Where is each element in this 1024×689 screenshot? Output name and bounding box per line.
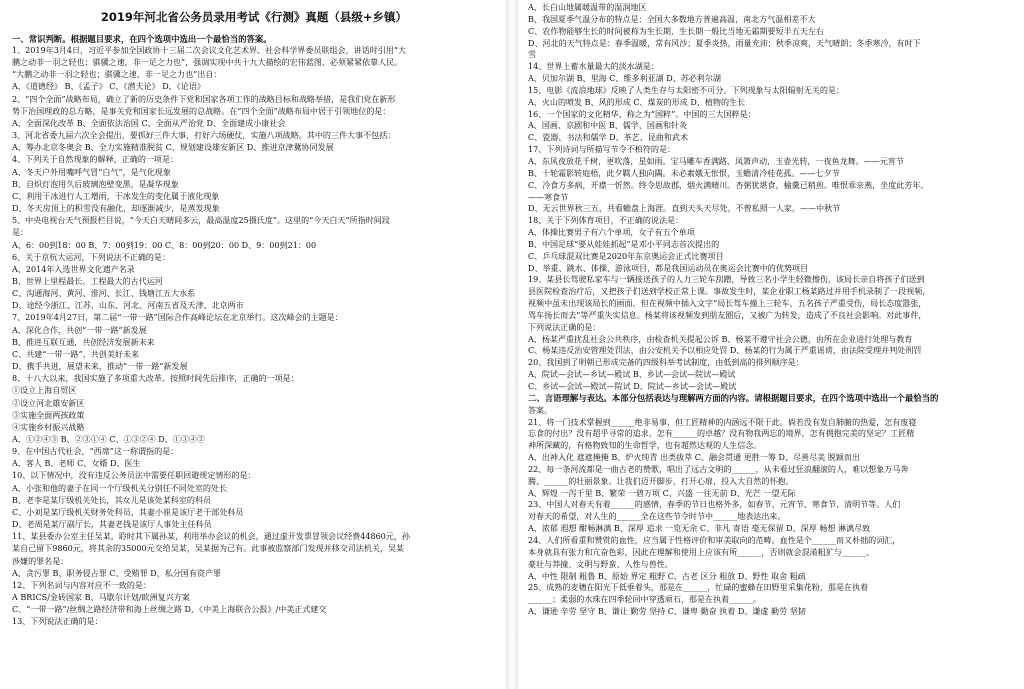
right-text-line: 答案。 [528,405,553,415]
left-text-line: B、推进互联互通，共创经济发展新未来 [12,337,155,347]
right-text-line: D、举重、跳水、体操、游泳项目，都是我国运动员在奥运会比赛中的优势项目 [528,263,809,273]
right-text-line: C、乡试—会试—殿试—院试 D、院试—乡试—会试—殿试 [528,382,737,391]
right-text-line: A、国画、京剧和中医 B、儒学、国画和针灸 [528,121,688,131]
left-text-line: “大鹏之动非一羽之轻也；骐骥之速，非一足之力也”出自： [12,70,222,80]
left-text-line: 势下治国理政的总方略，是事关党和国家长远发展的总战略。在“四个全面”战略布局中居于引领地位的是： [12,106,391,116]
section-heading-common-sense: 一、常识判断。根据题目要求，在四个选项中选出一个最恰当的答案。 [12,34,272,44]
right-text-line: 20、我国到了明朝已形成完备的四级科举考试制度，由低到高的排列顺序是： [528,358,804,368]
left-text-line: D、携手共进，展望未来，推动“一带一路”新发展 [12,362,188,372]
left-text-line: A、2014年入选世界文化遗产名录 [12,264,135,274]
right-text-line: 豪壮与莽撞、文明与野蛮、人性与兽性。 [528,559,673,569]
right-text-line: A、东风夜放花千树，更吹落，星如雨。宝马雕车香满路，凤箫声动，玉壶光转，一夜鱼龙舞。——元宵节 [528,156,904,166]
left-text-line: 13、下列说法正确的是： [12,617,103,627]
left-text-line: B、老李是某厅级机关处长，其女儿是该处某科室的科员 [12,495,212,505]
left-text-line: 某自己留下9860元，将其余的35000元交给吴某，吴某据为己有。此事被监察部门发现并移交司法机关，吴某 [12,544,405,554]
left-text-line: A、全面深化改革 B、全面依法治国 C、全面从严治党 D、全面建成小康社会 [12,118,286,128]
right-text-line: A、院试—会试—乡试—殿试 B、乡试—会试—院试—殿试 [528,370,736,380]
right-text-line: 15、电影《流浪地球》反映了人类生存与太阳密不可分。下列现象与太阳辐射无关的是： [528,85,845,95]
left-text-line: 涉嫌的罪名是： [12,556,69,566]
right-text-line: 19、某县长驾驶私家车与一辆接送孩子的人力三轮车刮蹭，导致三名小学生轻微擦伤，该局长亲自将孩子们送到 [528,275,925,285]
left-text-line: 是： [12,228,29,238]
left-text-line: ③实施全面两孩政策 [12,410,85,420]
left-page [0,0,506,689]
right-text-line: 17、下列诗词与所描写节令不相符的是： [528,145,676,155]
right-text-line: A、中性 限制 粗鲁 B、原始 界定 粗野 C、古老 区分 粗放 D、野性 取舍 粗疏 [528,571,806,581]
right-text-line: C、杨某违反治安管理处罚法，由公安机关予以相应处罚 D、杨某的行为属于严重谣谤，由法院受理并判处刑罚 [528,346,922,356]
page-gutter [506,0,518,689]
right-text-line: A、辉煌 一泻千里 B、繁荣 一碧万顷 C、兴盛 一往无前 D、光芒 一望无际 [528,488,796,498]
left-page-body [12,45,496,629]
left-text-line: ②设立河北雄安新区 [12,398,85,408]
right-text-line: C、冷食方多病，开襟一忻然。终令思故郡，烟火满晴川。杏粥犹堪食，榆羹已稍煎。唯恨乖亲燕，坐度此芳年。 [528,180,929,190]
left-text-line: 4、下列关于自然现象的解释，正确的一项是： [12,155,179,165]
right-text-line: A、体操比赛男子有六个单项，女子有五个单项 [528,228,695,238]
left-text-line: D、途经今浙江、江苏、山东、河北、河南五省及天津、北京两市 [12,301,244,311]
left-text-line: A、冬天户外用嘴呼气冒“白气”，是气化现象 [12,167,171,177]
right-text-line: D、河北的天气特点是：春季温暖，常有风沙；夏季炎热，雨量充沛；秋季凉爽，天气晴朗；冬季寒冷，有时下 [528,38,921,48]
right-text-line: B、十轮霜影转庭梧，此夕羁人独向隅。未必素娥无怅恨，玉蟾清冷桂花孤。——七夕节 [528,168,840,178]
right-page-body [528,2,1016,618]
left-text-line: B、世界上里程最长、工程最大的古代运河 [12,276,163,286]
left-text-line: 10、以下情况中，没有违反公务员法中需要任职回避规定情形的是： [12,471,256,481]
right-text-line: 视频中虽未出现该局长的画面，但在视频中插入文字“局长驾车撞上三轮车，五名孩子严重受伤，局长态度嚣张， [528,299,927,309]
left-text-line: A BRICS/金砖国家 B、马歇尔计划/欧洲复兴方案 [12,593,190,603]
right-page [518,0,1024,689]
left-text-line: D、冬天房顶上的积雪没有融化，却逐渐减少，是蒸发现象 [12,204,220,214]
right-text-line: 对春天的希望，对人生的______全在这些节令时节中______地表达出来。 [528,512,786,522]
right-text-line: B、中国足球“要从娃娃抓起”是邓小平同志首次提出的 [528,239,720,249]
left-text-line: C、“一带一路”/丝绸之路经济带和海上丝绸之路 D、《中美上海联合公报》/中美正式建交 [12,605,327,615]
right-text-line: ______；柔弱的水珠在四季轮回中穿透顽石，那是在执着______。 [528,595,762,605]
right-text-line: 24、人们所看重和赞赏的血性，应当属于性格评价和审美取向的范畴。血性是个______而又朴拙的词汇， [528,535,901,545]
left-text-line: A、①②④③ B、②③①④ C、①③②④ D、①③④② [12,435,205,444]
left-text-line: C、沟通海河、黄河、淮河、长江、钱塘江五大水系 [12,289,196,299]
right-text-line: A、谦逊 辛劳 坚守 B、谦让 勤劳 坚持 C、谦卑 勤奋 执着 D、谦虚 勤劳 坚韧 [528,607,806,617]
left-text-line: 7、2019年4月27日，第二届“一带一路”国际合作高峰论坛在北京举行。这次峰会的主题是： [12,313,343,323]
right-text-line: A、贝加尔湖 B、里海 C、维多利亚湖 D、苏必利尔湖 [528,74,721,84]
right-text-line: 18、关于下列体育项目，不正确的说法是： [528,216,684,226]
left-text-line: C、小刘是某厅级机关财务处科员，其妻小崔是该厅老干部处科员 [12,507,244,517]
left-text-line: 9、在中国古代社会，“西席”这一称谓指的是： [12,447,179,457]
left-text-line: A、《道德经》 B、《孟子》 C、《潜夫论》 D、《论语》 [12,82,205,92]
section-heading-language: 二、言语理解与表达。本部分包括表达与理解两方面的内容。请根据题目要求，在四个选项中选出一个最恰当的 [528,392,939,403]
left-text-line: C、利用干冰进行人工增雨，干冰发生的变化属于液化现象 [12,191,220,201]
right-text-line: 县医院检查治疗后，又把孩子们送到学校正常上课。事故发生时，某企业职工杨某路过并用手机录制了一段视频， [528,287,931,297]
left-text-line: 1、2019年3月4日，习近平参加全国政协十三届二次会议文化艺术界、社会科学界委员联组会，讲话时引用“大 [12,46,407,55]
right-text-line: B、我国夏季气温分布的特点是：全国大多数地方普遍高温，南北方气温相差不大 [528,14,816,24]
left-text-line: ①设立上海自贸区 [12,386,77,396]
left-text-line: 5、中央电视台天气预报栏目说，“今天白天晴间多云，最高温度25摄氏度”。这里的“今天白天”所指时间段 [12,216,390,226]
right-text-line: 21、将一门技术掌握到______绝非易事，但工匠精神的内涵远不限于此。倘若没有发自肺腑的热爱，怎有废寝 [528,417,917,427]
right-text-line: 腾、______的壮丽景象。让我们迈开脚步，打开心扉，投入大自然的怀抱。 [528,476,794,486]
left-text-line: B、自炽灯泡用久后玻璃泡壁变黑，是凝华现象 [12,179,179,189]
left-text-line: 6、关于京杭大运河，下列说法不正确的是： [12,252,171,262]
left-text-line: 11、某县委办公室主任吴某，聆时其下属孙某，利用举办会议的机会，通过虚开发票冒领会议经费44860元，孙 [12,532,410,542]
left-text-line: 8、十八大以来，我国实施了多项重大改革。按照时间先后排序，正确的一项是： [12,374,299,384]
right-text-line: A、长白山地属暖温带的湿润地区 [528,3,647,12]
right-text-line: A、火山的喷发 B、风的形成 C、煤炭的形成 D、植物的生长 [528,97,746,107]
left-text-line: ④实施乡村振兴战略 [12,422,85,432]
right-text-line: 23、中国人对春天有着______的感情，春季的节日也格外多，如春节、元宵节、寒食节、清明节等。人们 [528,500,901,510]
left-text-line: A、6：00到18：00 B、7：00到19：00 C、8：00到20：00 D、9：00到21：00 [12,240,317,250]
right-text-line: A、出神入化 遮遮掩掩 B、炉火纯青 出类拔萃 C、融会贯通 更胜一筹 D、尽善尽美 脱颖而出 [528,453,860,463]
right-text-line: 25、成熟的麦穗在阳光下低垂着头，那是在______，忙碌的蜜蜂在田野里采集花粉，那是在执着 [528,583,869,593]
left-text-line: 2、“四个全面”战略布局，确立了新的历史条件下党和国家各项工作的战略目标和战略举措，是我们党在新形 [12,94,396,104]
left-text-line: A、深化合作，共创“一带一路”新发展 [12,325,147,335]
right-text-line: ——寒食节 [528,192,569,202]
right-text-line: 雪 [528,50,537,60]
right-text-line: D、无云世界秋三五，共看蟾盘上海涯。直到天头天尽处，不曾私照一人家。——中秋节 [528,204,841,214]
document-title: 2019年河北省公务员录用考试《行测》真题（县级+乡镇） [100,10,408,24]
right-text-line: A、杨某严重扰乱社会公共秩序，由检查机关提起公诉 B、杨某不遵守社会公德，由所在企业进行处理与教育 [528,334,913,344]
right-text-line: 下列说法正确的是： [528,322,601,332]
right-text-line: A、浓郁 遐想 酣畅淋漓 B、深厚 追求 一览无余 C、非凡 寄语 毫无保留 D、深厚 畅想 淋漓尽致 [528,524,871,534]
right-text-line: 本身就具有张力和亢奋色彩，因此在理解和使用上应该有所______，否则就会混淆粗犷与______、 [528,547,875,557]
right-text-line: 神所深藏的，有格物致知的生命哲学，也有超然达观的人生信念。 [528,441,762,451]
right-text-line: C、农作物能够生长的时间被称为生长期，生长期一般比当地无霜期要短半五天左右 [528,26,824,36]
right-text-line: C、瓷器、书法和儒学 D、茶艺、昆曲和武术 [528,133,689,143]
right-text-line: 忘食的付出？没有超乎寻常的追求，怎有______的卓越？没有物我两忘的境界，怎有拥抱完美的坚定？工匠精 [528,429,915,439]
left-text-line: A、客人 B、老师 C、女婿 D、医生 [12,459,141,469]
left-text-line: 鹏之动非一羽之轻也；骐骥之速，非一足之力也”，强调实现中共十九大描绘的宏伟蓝图，必须紧紧依靠人民。 [12,58,403,68]
right-text-line: 14、世界上蓄水量最大的淡水湖是： [528,62,659,72]
right-text-line: 骂车扬长而去”等严重失实信息。杨某将该视频发到朋友圈后，又被广为转发，造成了不良社会影响。对此事件， [528,310,927,320]
left-text-line: A、贪污罪 B、职务侵占罪 C、受贿罪 D、私分国有资产罪 [12,568,222,578]
left-text-line: 3、河北省委九届六次全会提出，要抓好三件大事，打好六场硬仗，实施八项战略。其中的三件大事不包括： [12,131,396,141]
left-text-line: D、老周是某厅副厅长，其妻老钱是该厅人事处主任科员 [12,520,212,530]
left-text-line: A、筹办北京冬奥会 B、全力实施精准脱贫 C、规划建设雄安新区 D、推进京津冀协同发展 [12,143,334,153]
left-text-line: C、共建“一带一路”，共创美好未来 [12,349,140,359]
right-text-line: 22、每一条河流都是一曲古老的赞歌，唱出了远古文明的______，从未看过狂浪翻滚的人，难以想象万马奔 [528,464,909,474]
left-text-line: A、小张和他的妻子在同一个厅级机关分别任不同处室的处长 [12,483,228,493]
left-text-line: 12、下列名词与内容对应不一致的是： [12,580,151,590]
right-text-line: C、乒乓球混双比赛是2020年东京奥运会正式比赛项目 [528,251,724,261]
right-text-line: 16、一个国家的文化精华，称之为“国粹”。中国的三大国粹是： [528,109,756,119]
